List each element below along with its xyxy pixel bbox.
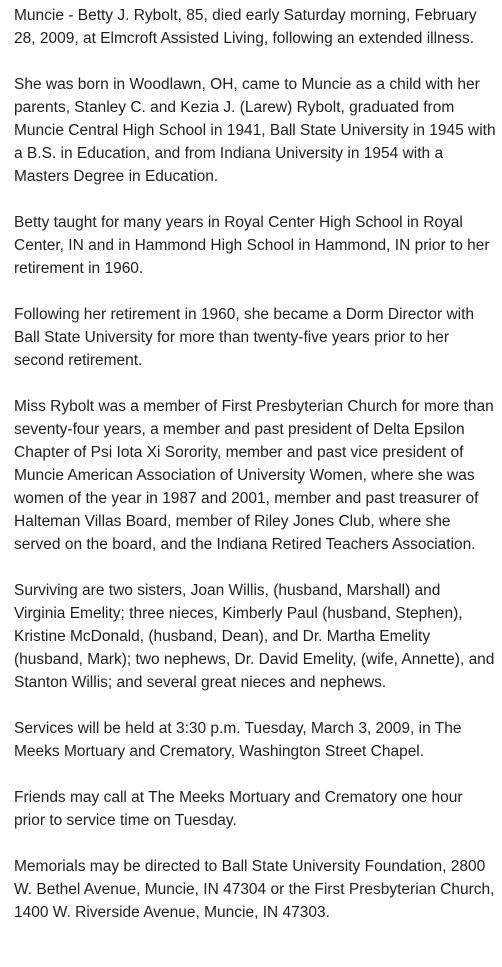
paragraph-visitation: Friends may call at The Meeks Mortuary and Crematory one hour prior to service time on Tuesday. [14,789,463,829]
paragraph-survivors: Surviving are two sisters, Joan Willis, (husband, Marshall) and Virginia Emelity; three nieces, Kimberly Paul (husband, Stephen), Kristine McDonald, (husband, Dean), and Dr. Martha Emelity (husband, Mark); two nephews, Dr. David Emelity, (wife, Annette), and Stanton Willis; and several great nieces and nephews. [14,582,495,691]
paragraph-teaching-career: Betty taught for many years in Royal Center High School in Royal Center, IN and in Hammond High School in Hammond, IN prior to her retirement in 1960. [14,214,490,277]
paragraph-memorials: Memorials may be directed to Ball State University Foundation, 2800 W. Bethel Avenue, Muncie, IN 47304 or the First Presbyterian Church, 1400 W. Riverside Avenue, Muncie, IN 47303. [14,858,495,921]
paragraph-early-life: She was born in Woodlawn, OH, came to Muncie as a child with her parents, Stanley C. and Kezia J. (Larew) Rybolt, graduated from Muncie Central High School in 1941, Ball State University in 1945 with a B.S. in Education, and from Indiana University in 1954 with a Masters Degree in Education. [14,76,496,185]
paragraph-services: Services will be held at 3:30 p.m. Tuesday, March 3, 2009, in The Meeks Mortuary and Crematory, Washington Street Chapel. [14,720,462,760]
paragraph-memberships: Miss Rybolt was a member of First Presbyterian Church for more than seventy-four years, a member and past president of Delta Epsilon Chapter of Psi Iota Xi Sorority, member and past vice president of Muncie American Association of University Women, where she was women of the year in 1987 and 2001, member and past treasurer of Halteman Villas Board, member of Riley Jones Club, where she served on the board, and the Indiana Retired Teachers Association. [14,398,494,553]
paragraph-death-notice: Muncie - Betty J. Rybolt, 85, died early Saturday morning, February 28, 2009, at Elmcroft Assisted Living, following an extended illness. [14,7,477,47]
paragraph-dorm-director: Following her retirement in 1960, she became a Dorm Director with Ball State University for more than twenty-five years prior to her second retirement. [14,306,475,369]
